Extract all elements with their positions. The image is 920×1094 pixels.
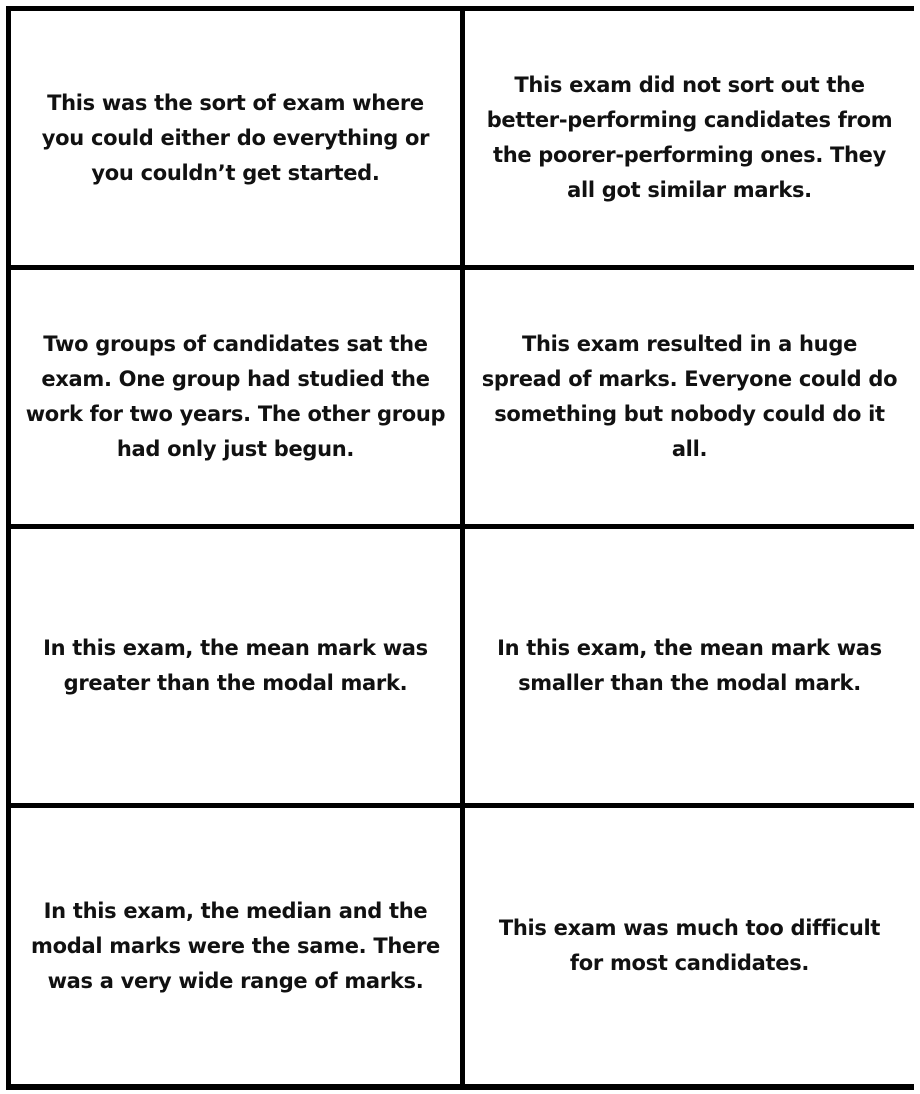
card-8: [465, 808, 914, 1084]
card-5-text: In this exam, the mean mark was greater than the modal mark.: [43, 636, 428, 695]
card-3-text: Two groups of candidates sat the exam. One group had studied the work for two years. The other group had only just begun.: [25, 332, 446, 461]
card-5: [11, 529, 460, 803]
card-sort-grid: [6, 6, 914, 1090]
card-2-text: This exam did not sort out the better-performing candidates from the poorer-performing ones. They all got similar marks.: [486, 73, 893, 202]
card-4-text: This exam resulted in a huge spread of marks. Everyone could do something but nobody could do it all.: [481, 332, 898, 461]
card-7: [11, 808, 460, 1084]
card-1-text: This was the sort of exam where you could either do everything or you couldn’t get started.: [41, 90, 430, 185]
card-7-text: In this exam, the median and the modal marks were the same. There was a very wide range of marks.: [31, 898, 440, 993]
card-6-text: In this exam, the mean mark was smaller than the modal mark.: [497, 636, 882, 695]
card-2: [465, 11, 914, 265]
card-8-text: This exam was much too difficult for most candidates.: [498, 916, 881, 975]
card-6: [465, 529, 914, 803]
card-4: [465, 270, 914, 524]
card-1: [11, 11, 460, 265]
card-3: [11, 270, 460, 524]
